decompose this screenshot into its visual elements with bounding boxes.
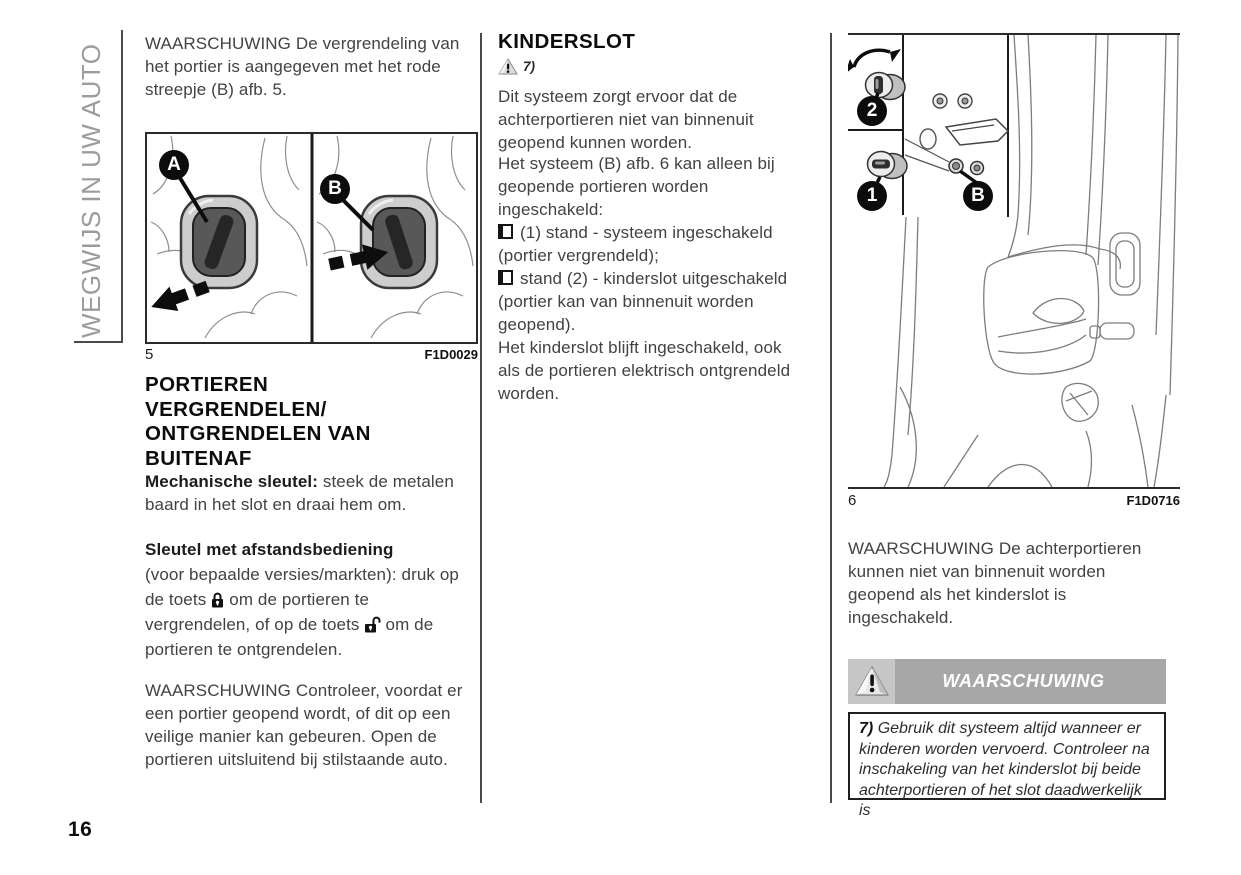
heading-line: BUITENAF <box>145 446 252 470</box>
figure-6-caption <box>848 492 1180 509</box>
mechanical-key-paragraph <box>145 470 463 516</box>
remote-key-label: Sleutel met afstandsbediening <box>145 540 394 559</box>
heading-line: ONTGRENDELEN VAN <box>145 422 371 445</box>
bullet-text: stand (2) - kinderslot uitgeschakeld (portier kan van binnenuit worden geopend). <box>498 269 788 334</box>
rear-doors-warning-paragraph: WAARSCHUWING De achterportieren kunnen niet van binnenuit worden geopend als het kinderslot is ingeschakeld. <box>848 539 1142 627</box>
bullet-item-1 <box>498 221 800 267</box>
numbered-warning-note <box>848 712 1166 819</box>
warning-banner-title: WAARSCHUWING <box>942 671 1105 691</box>
remote-key-paragraph <box>145 537 463 662</box>
section-heading-kinderslot: KINDERSLOT <box>498 30 636 53</box>
square-bullet-icon <box>498 270 513 285</box>
figure-6-child-lock <box>848 33 1180 489</box>
section-heading-portieren <box>145 373 465 471</box>
remote-key-seg1: (voor bepaalde versies/markten): druk op de toets <box>145 565 459 609</box>
figure-6-drawing <box>848 35 1180 487</box>
note-text: Gebruik dit systeem altijd wanneer er kinderen worden vervoerd. Controleer na inschakeling van het kinderslot bij beide achterportieren of het slot daadwerkelijk is <box>859 720 1150 819</box>
figure-5-drawing <box>147 134 476 342</box>
warning-banner <box>848 659 1166 704</box>
sidebar-vertical-rule <box>121 30 123 343</box>
figure-5-label-a: A <box>159 150 189 180</box>
kinderslot-paragraph-2: Het systeem (B) afb. 6 kan alleen bij geopende portieren worden ingeschakeld: <box>498 154 775 219</box>
note-reference-number: 7) <box>523 59 536 74</box>
mechanical-key-label: Mechanische sleutel: <box>145 472 319 491</box>
lock-open-icon <box>364 615 382 633</box>
sidebar-underline <box>74 341 123 343</box>
figure-5-caption <box>145 346 478 363</box>
warning-triangle-3d-icon <box>854 665 890 698</box>
note-number: 7) <box>859 720 874 737</box>
page-number: 16 <box>68 818 93 841</box>
figure-6-code: F1D0716 <box>1126 493 1180 508</box>
figure-6-number: 6 <box>848 492 857 509</box>
warning-triangle-icon <box>498 58 518 75</box>
warning-banner-icon-cell <box>848 659 895 704</box>
remote-key-seg3: om de portieren te ontgrendelen. <box>145 615 434 659</box>
open-door-warning-paragraph: WAARSCHUWING Controleer, voordat er een portier geopend wordt, of dit op een veilige manier kan gebeuren. Open de portieren uitsluitend bij stilstaande auto. <box>145 681 463 769</box>
figure-5-door-handles <box>145 132 478 344</box>
figure-6-label-2: 2 <box>857 96 887 126</box>
rotate-arrow-icon <box>848 49 901 74</box>
heading-line: PORTIEREN <box>145 373 269 396</box>
note-reference-row <box>498 58 535 75</box>
bullet-text: (1) stand - systeem ingeschakeld (portier vergrendeld); <box>498 223 773 265</box>
figure-6-label-1: 1 <box>857 181 887 211</box>
column-divider-right <box>830 33 832 803</box>
chapter-sidebar-label: WEGWIJS IN UW AUTO <box>76 43 106 338</box>
kinderslot-paragraph-3: Het kinderslot blijft ingeschakeld, ook als de portieren elektrisch ontgrendeld worden. <box>498 338 791 403</box>
door-lock-intro-paragraph: WAARSCHUWING De vergrendeling van het portier is aangegeven met het rode streepje (B) afb. 5. <box>145 34 460 99</box>
heading-line: VERGRENDELEN/ <box>145 397 327 421</box>
remote-key-seg2: om de portieren te vergrendelen, of op de toets <box>145 590 370 634</box>
kinderslot-paragraph-1: Dit systeem zorgt ervoor dat de achterportieren niet van binnenuit geopend kunnen worden. <box>498 87 754 152</box>
figure-5-code: F1D0029 <box>424 347 478 362</box>
bullet-item-2 <box>498 267 800 336</box>
column-divider-left <box>480 33 482 803</box>
mechanical-key-text: steek de metalen baard in het slot en draai hem om. <box>145 472 454 514</box>
lock-closed-icon <box>210 591 225 608</box>
figure-5-number: 5 <box>145 346 154 363</box>
square-bullet-icon <box>498 224 513 239</box>
figure-6-label-b: B <box>963 181 993 211</box>
figure-5-label-b: B <box>320 174 350 204</box>
